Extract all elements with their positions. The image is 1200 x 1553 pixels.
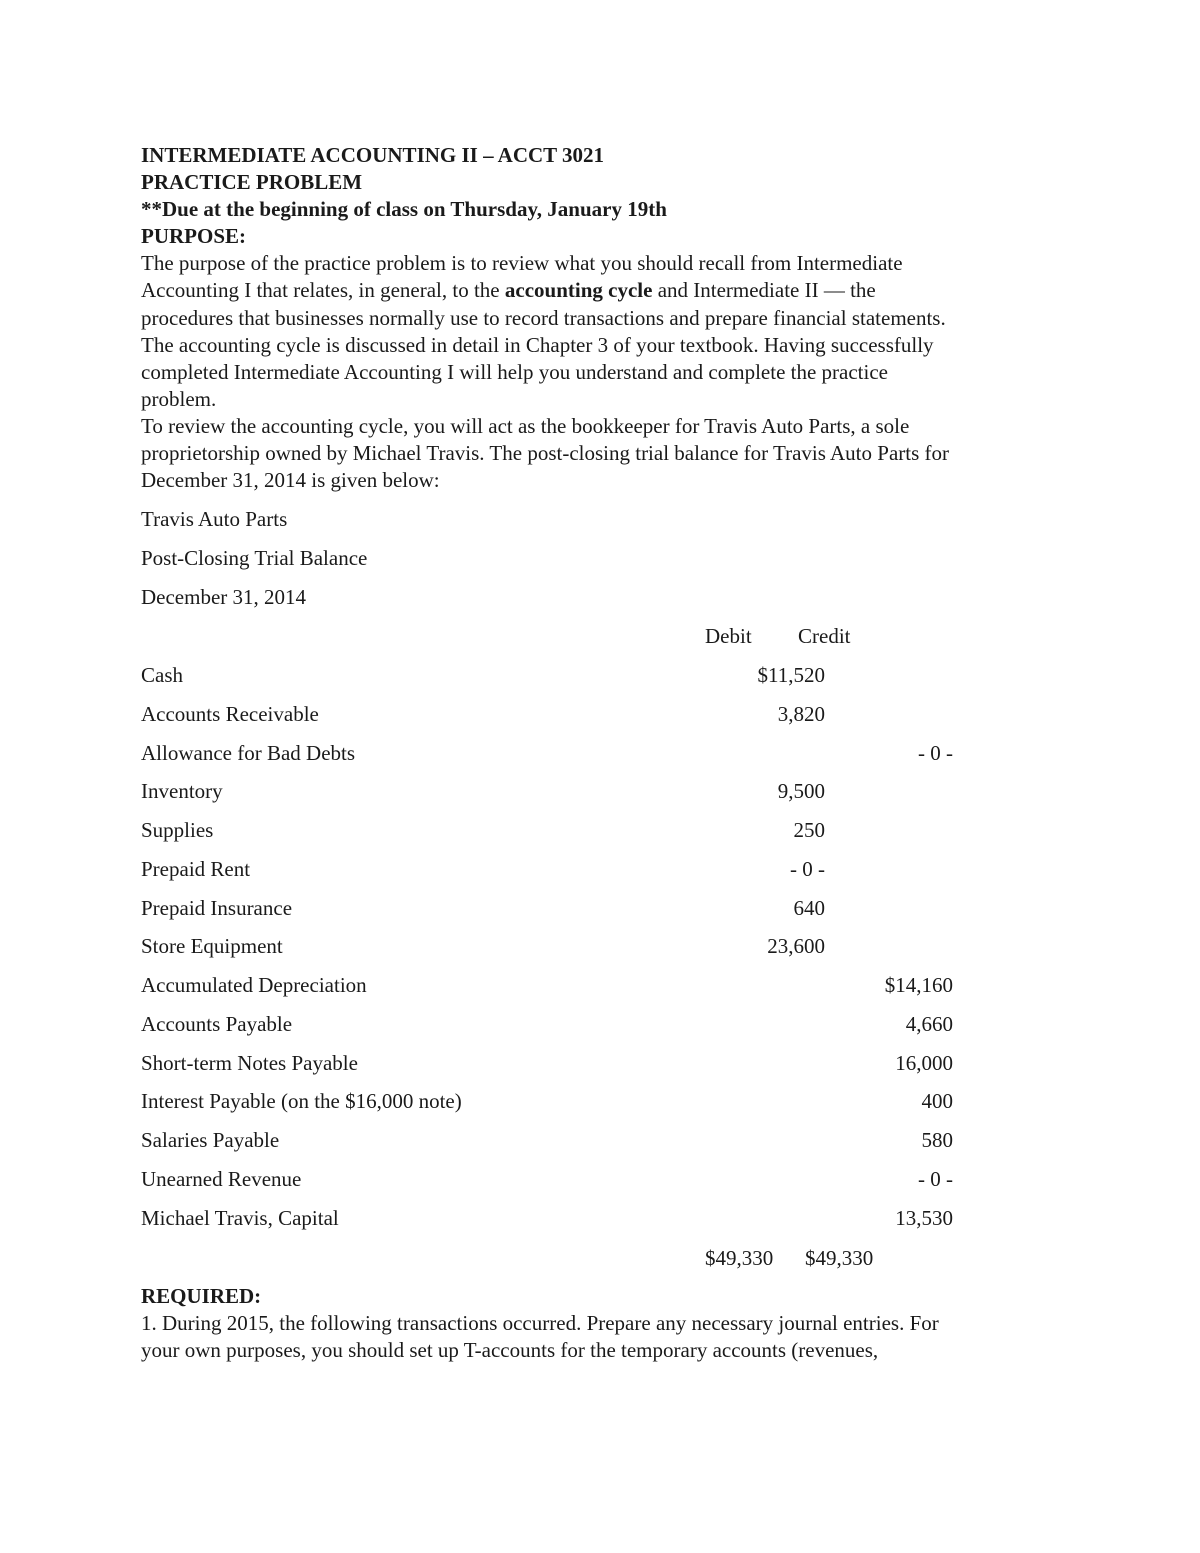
account-name: Accumulated Depreciation xyxy=(141,973,367,997)
account-name: Unearned Revenue xyxy=(141,1167,302,1191)
trial-balance-row xyxy=(141,1050,1061,1076)
debit-amount: 250 xyxy=(793,818,825,842)
debit-amount: 640 xyxy=(793,896,825,920)
purpose-line-4: The accounting cycle is discussed in detail in Chapter 3 of your textbook. Having successfully xyxy=(141,333,934,357)
trial-balance-row xyxy=(141,933,1061,959)
trial-balance-row xyxy=(141,1205,1061,1231)
course-title: INTERMEDIATE ACCOUNTING II – ACCT 3021 xyxy=(141,143,605,167)
credit-amount: - 0 - xyxy=(918,1167,953,1191)
problem-subtitle: PRACTICE PROBLEM xyxy=(141,170,363,194)
required-line-1: 1. During 2015, the following transactions occurred. Prepare any necessary journal entries. For xyxy=(141,1311,939,1335)
trial-balance-row xyxy=(141,740,1061,766)
credit-amount: 580 xyxy=(921,1128,953,1152)
account-name: Allowance for Bad Debts xyxy=(141,741,356,765)
due-date-note: **Due at the beginning of class on Thursday, January 19th xyxy=(141,197,667,221)
account-name: Supplies xyxy=(141,818,214,842)
trial-balance-row xyxy=(141,1011,1061,1037)
company-name: Travis Auto Parts xyxy=(141,507,288,531)
purpose-line-2-text-end: and Intermediate II — the xyxy=(652,278,876,302)
total-debit: $49,330 xyxy=(705,1246,774,1270)
trial-balance-row xyxy=(141,972,1061,998)
debit-amount: 3,820 xyxy=(777,702,825,726)
total-credit: $49,330 xyxy=(805,1246,874,1270)
account-name: Prepaid Insurance xyxy=(141,896,293,920)
purpose-line-1: The purpose of the practice problem is to review what you should recall from Intermediate xyxy=(141,251,903,275)
trial-balance-row xyxy=(141,856,1061,882)
trial-balance-row xyxy=(141,1088,1061,1114)
credit-column-header: Credit xyxy=(798,624,851,648)
credit-amount: 4,660 xyxy=(905,1012,953,1036)
purpose-line-6: problem. xyxy=(141,387,217,411)
required-heading: REQUIRED: xyxy=(141,1284,262,1308)
account-name: Cash xyxy=(141,663,183,687)
debit-amount: - 0 - xyxy=(790,857,825,881)
credit-amount: 16,000 xyxy=(895,1051,953,1075)
trial-balance-title: Post-Closing Trial Balance xyxy=(141,546,368,570)
credit-amount: $14,160 xyxy=(884,973,953,997)
trial-balance-row xyxy=(141,662,1061,688)
debit-amount: 9,500 xyxy=(777,779,825,803)
trial-balance-date: December 31, 2014 xyxy=(141,585,307,609)
account-name: Accounts Receivable xyxy=(141,702,319,726)
trial-balance-row xyxy=(141,1166,1061,1192)
account-name: Interest Payable (on the $16,000 note) xyxy=(141,1089,462,1113)
account-name: Salaries Payable xyxy=(141,1128,280,1152)
debit-column-header: Debit xyxy=(705,624,752,648)
credit-amount: 400 xyxy=(921,1089,953,1113)
purpose-line-2-text: Accounting I that relates, in general, to the xyxy=(141,278,505,302)
trial-balance-row xyxy=(141,895,1061,921)
purpose-heading: PURPOSE: xyxy=(141,224,246,248)
account-name: Store Equipment xyxy=(141,934,283,958)
trial-balance-row xyxy=(141,817,1061,843)
required-line-2: your own purposes, you should set up T-accounts for the temporary accounts (revenues, xyxy=(141,1338,879,1362)
accounting-cycle-term: accounting cycle xyxy=(504,278,653,302)
purpose-line-2 xyxy=(141,277,876,304)
account-name: Short-term Notes Payable xyxy=(141,1051,358,1075)
purpose-line-5: completed Intermediate Accounting I will help you understand and complete the practice xyxy=(141,360,888,384)
debit-amount: 23,600 xyxy=(767,934,825,958)
purpose-line-8: proprietorship owned by Michael Travis. The post-closing trial balance for Travis Auto Parts for xyxy=(141,441,950,465)
account-name: Michael Travis, Capital xyxy=(141,1206,339,1230)
account-name: Inventory xyxy=(141,779,223,803)
trial-balance-row xyxy=(141,701,1061,727)
debit-amount: $11,520 xyxy=(757,663,825,687)
purpose-line-3: procedures that businesses normally use to record transactions and prepare financial statements. xyxy=(141,306,946,330)
purpose-line-9: December 31, 2014 is given below: xyxy=(141,468,440,492)
account-name: Accounts Payable xyxy=(141,1012,293,1036)
credit-amount: - 0 - xyxy=(918,741,953,765)
trial-balance-row xyxy=(141,778,1061,804)
trial-balance-row xyxy=(141,1127,1061,1153)
credit-amount: 13,530 xyxy=(895,1206,953,1230)
account-name: Prepaid Rent xyxy=(141,857,251,881)
purpose-line-7: To review the accounting cycle, you will act as the bookkeeper for Travis Auto Parts, a sole xyxy=(141,414,910,438)
